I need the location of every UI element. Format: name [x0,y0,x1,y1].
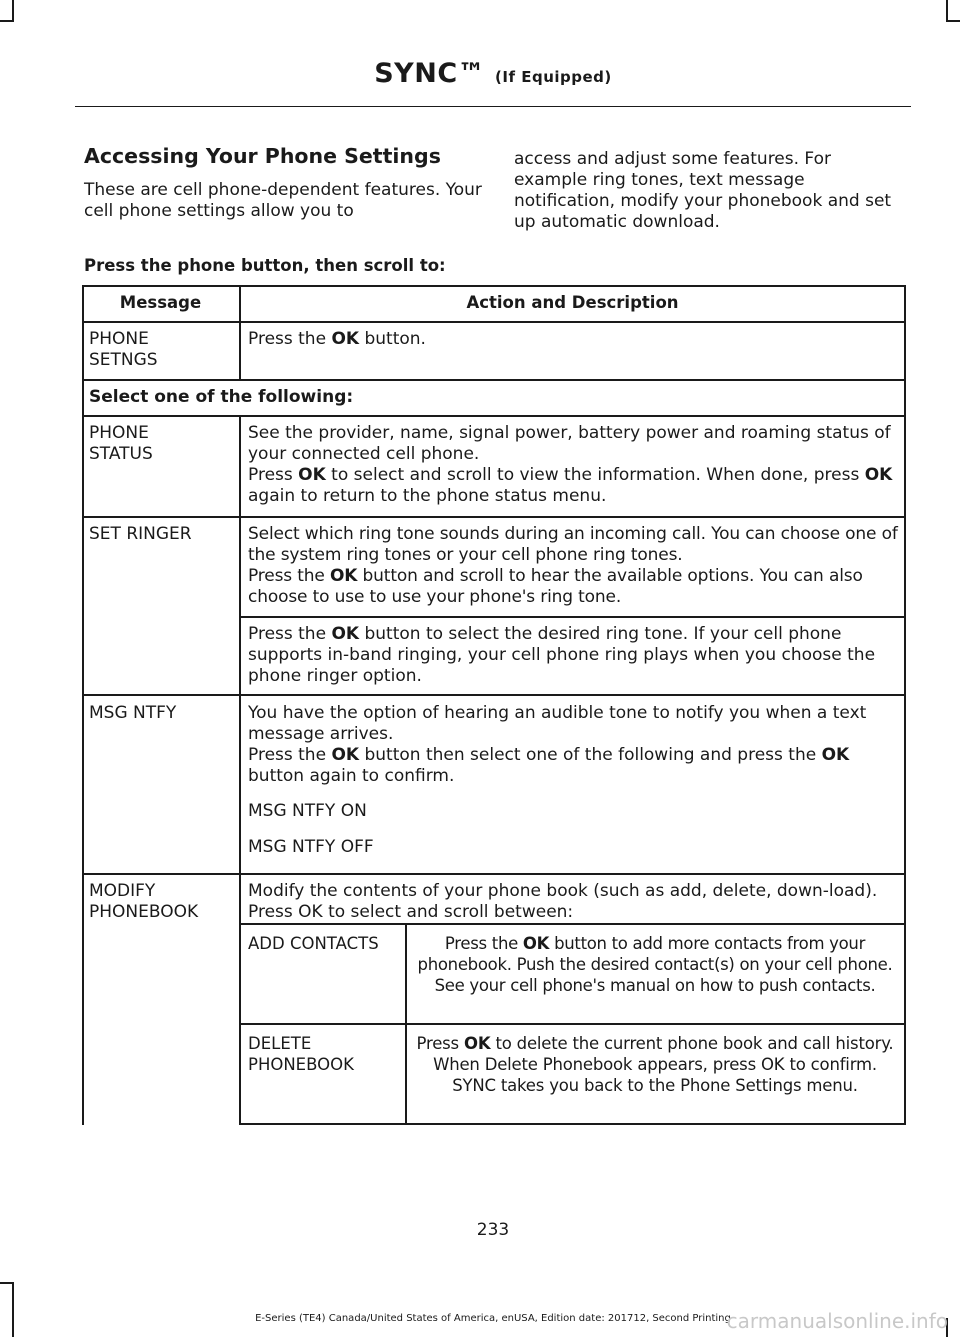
crop-mark [946,20,960,22]
instruction-label: Press the phone button, then scroll to: [84,256,446,275]
text-run: button. [359,329,426,349]
table-rule [82,379,906,381]
phone-settings-table [82,285,906,1125]
ok-keyword: OK [331,624,360,644]
description-line [248,566,902,608]
crop-mark [0,20,14,22]
table-rule [82,321,906,323]
text-run: Press [248,465,299,485]
text-run: button then select one of the following and press the [359,745,822,765]
action-cell [248,703,896,858]
table-rule [82,873,906,875]
text-run: Press the [248,745,332,765]
table-rule [240,1023,906,1025]
text-run: button to add more contacts from your phonebook. Push the desired contact(s) on your cell phone. See your cell phone's manual on how to push contacts. [417,934,893,995]
message-cell: PHONE STATUS [89,423,153,464]
intro-text-left: These are cell phone-dependent features. Your cell phone settings allow you to [84,180,482,221]
sub-option-label: ADD CONTACTS [248,934,379,953]
table-rule [82,415,906,417]
action-subcell [248,624,900,687]
table-rule [82,516,906,518]
text-run: button again to confirm. [248,766,455,786]
table-rule [240,1123,906,1125]
page-number: 233 [476,1220,510,1240]
action-cell [248,524,902,608]
crop-mark [0,1282,14,1284]
message-cell: PHONE SETNGS [89,329,158,370]
intro-text-right: access and adjust some features. For example ring tones, text message notification, modify your phonebook and set up automatic download. [514,149,892,232]
ok-keyword: OK [329,566,358,586]
text-run: Press the [248,329,332,349]
text-run: to delete the current phone book and call history. When Delete Phonebook appears, press OK to confirm. SYNC takes you back to the Phone Settings menu. [433,1034,894,1095]
action-cell [248,329,898,350]
message-cell: MODIFY PHONEBOOK [89,881,199,922]
crop-mark [946,0,948,22]
sub-option-description [410,933,900,996]
table-rule [82,285,906,287]
table-rule [82,694,906,696]
action-cell: Modify the contents of your phone book (such as add, delete, down-load). Press OK to select and scroll between: [248,881,878,922]
message-cell: SET RINGER [89,524,192,544]
option-msg-ntfy-on: MSG NTFY ON [248,801,367,821]
text-run: Press [416,1034,464,1053]
ok-keyword: OK [522,934,550,953]
sub-option-label: DELETE PHONEBOOK [248,1034,354,1074]
description-line [248,745,896,787]
action-cell [248,423,900,507]
column-header-message: Message [119,293,202,312]
description-line: Select which ring tone sounds during an incoming call. You can choose one of the system ring tones or your cell phone ring tones. [248,524,898,565]
crop-mark [12,0,14,22]
footer-edition-info: E-Series (TE4) Canada/United States of America, enUSA, Edition date: 201712, Second Printing [255,1313,731,1324]
table-rule [240,616,906,618]
crop-mark [12,1282,14,1337]
description-line [248,465,900,507]
running-header [0,58,960,89]
header-rule [75,106,911,107]
watermark: carmanualsonline.info [726,1309,948,1333]
header-subtitle: (If Equipped) [495,68,612,86]
table-rule [904,285,906,1125]
description-line: See the provider, name, signal power, battery power and roaming status of your connected cell phone. [248,423,891,464]
sub-option-description [410,1033,900,1096]
ok-keyword: OK [331,745,360,765]
text-run: Press the [444,934,523,953]
text-run: button and scroll to hear the available options. You can also choose to use to use your phone's ring tone. [248,566,863,607]
ok-keyword: OK [864,465,893,485]
section-title: Accessing Your Phone Settings [84,144,441,168]
text-run: again to return to the phone status menu. [248,486,607,506]
header-title: SYNC™ [374,58,486,89]
text-run: button to select the desired ring tone. If your cell phone supports in-band ringing, your cell phone ring plays when you choose the phone ringer option. [248,624,876,686]
table-rule [239,415,241,1125]
text-run: to select and scroll to view the information. When done, press [325,465,865,485]
table-rule [82,415,84,1125]
message-cell: MSG NTFY [89,703,177,723]
ok-keyword: OK [331,329,360,349]
ok-keyword: OK [464,1034,491,1053]
table-rule [405,923,407,1125]
column-header-action: Action and Description [466,293,679,312]
text-run: Press the [248,566,330,586]
option-msg-ntfy-off: MSG NTFY OFF [248,837,374,857]
section-row-label: Select one of the following: [89,387,354,407]
description-line: You have the option of hearing an audible tone to notify you when a text message arrives. [248,703,867,744]
ok-keyword: OK [298,465,326,485]
ok-keyword: OK [821,745,850,765]
table-rule [240,923,906,925]
text-run: Press the [248,624,332,644]
